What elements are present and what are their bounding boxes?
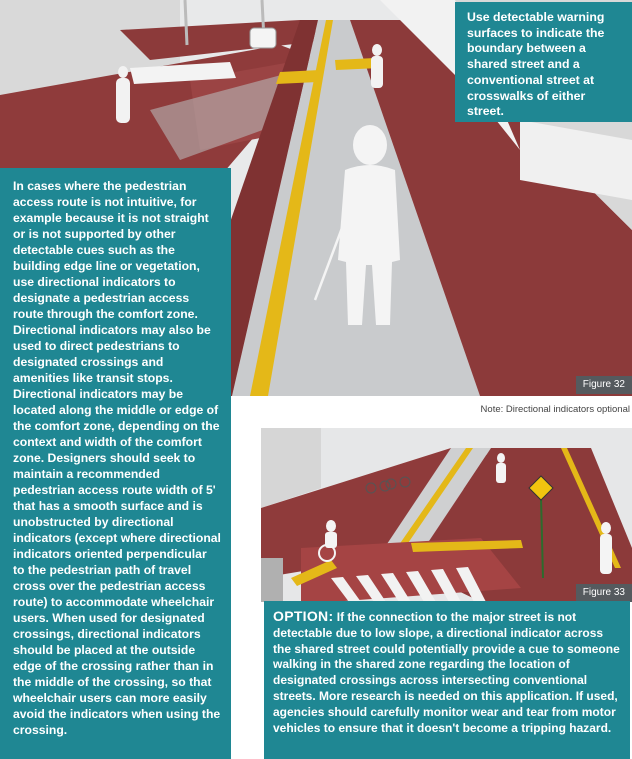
detectable-warning-callout — [455, 2, 632, 122]
option-callout — [264, 601, 630, 759]
figure-33-illustration — [261, 428, 632, 602]
figure-32-caption: Figure 32 — [576, 376, 632, 394]
option-heading: OPTION: — [273, 608, 334, 624]
directional-indicators-callout — [0, 168, 231, 759]
figure-33-caption: Figure 33 — [576, 584, 632, 602]
directional-indicators-text: In cases where the pedestrian access route is not intuitive, for example because it is not straight or is not supported by other detectable cues such as the building edge line or vegetation, use directional indicators to designate a pedestrian access route through the comfort zone. Directional indicators may also be used to direct pedestrians to designated crossings and amenities like transit stops. Directional indicators may be located along the middle or edge of the comfort zone, depending on the context and width of the comfort zone. Designers should seek to maintain a recommended pedestrian access route width of 5' that has a smooth surface and is unobstructed by directional indicators (except where directional indicators oriented perpendicular to the pedestrian path of travel cross over the pedestrian access route) to accommodate wheelchair users. When used for designated crossings, directional indicators should be placed at the outside edge of the crossing rather than in the middle of the crossing, so that wheelchair users can more easily avoid the indicators when using the crossing. — [13, 179, 221, 737]
detectable-warning-text: Use detectable warning surfaces to indicate the boundary between a shared street and a conventional street at crosswalks of either street. — [467, 10, 605, 119]
directional-indicators-note: Note: Directional indicators optional — [480, 404, 630, 415]
option-text: If the connection to the major street is not detectable due to low slope, a directional indicator across the shared street could potentially provide a cue to someone walking in the shared zone regarding the location of designated crossings across intersecting conventional streets. More research is needed on this application. If used, agencies should carefully monitor wear and tear from motor vehicles to ensure that it doesn't become a tripping hazard. — [273, 610, 620, 735]
